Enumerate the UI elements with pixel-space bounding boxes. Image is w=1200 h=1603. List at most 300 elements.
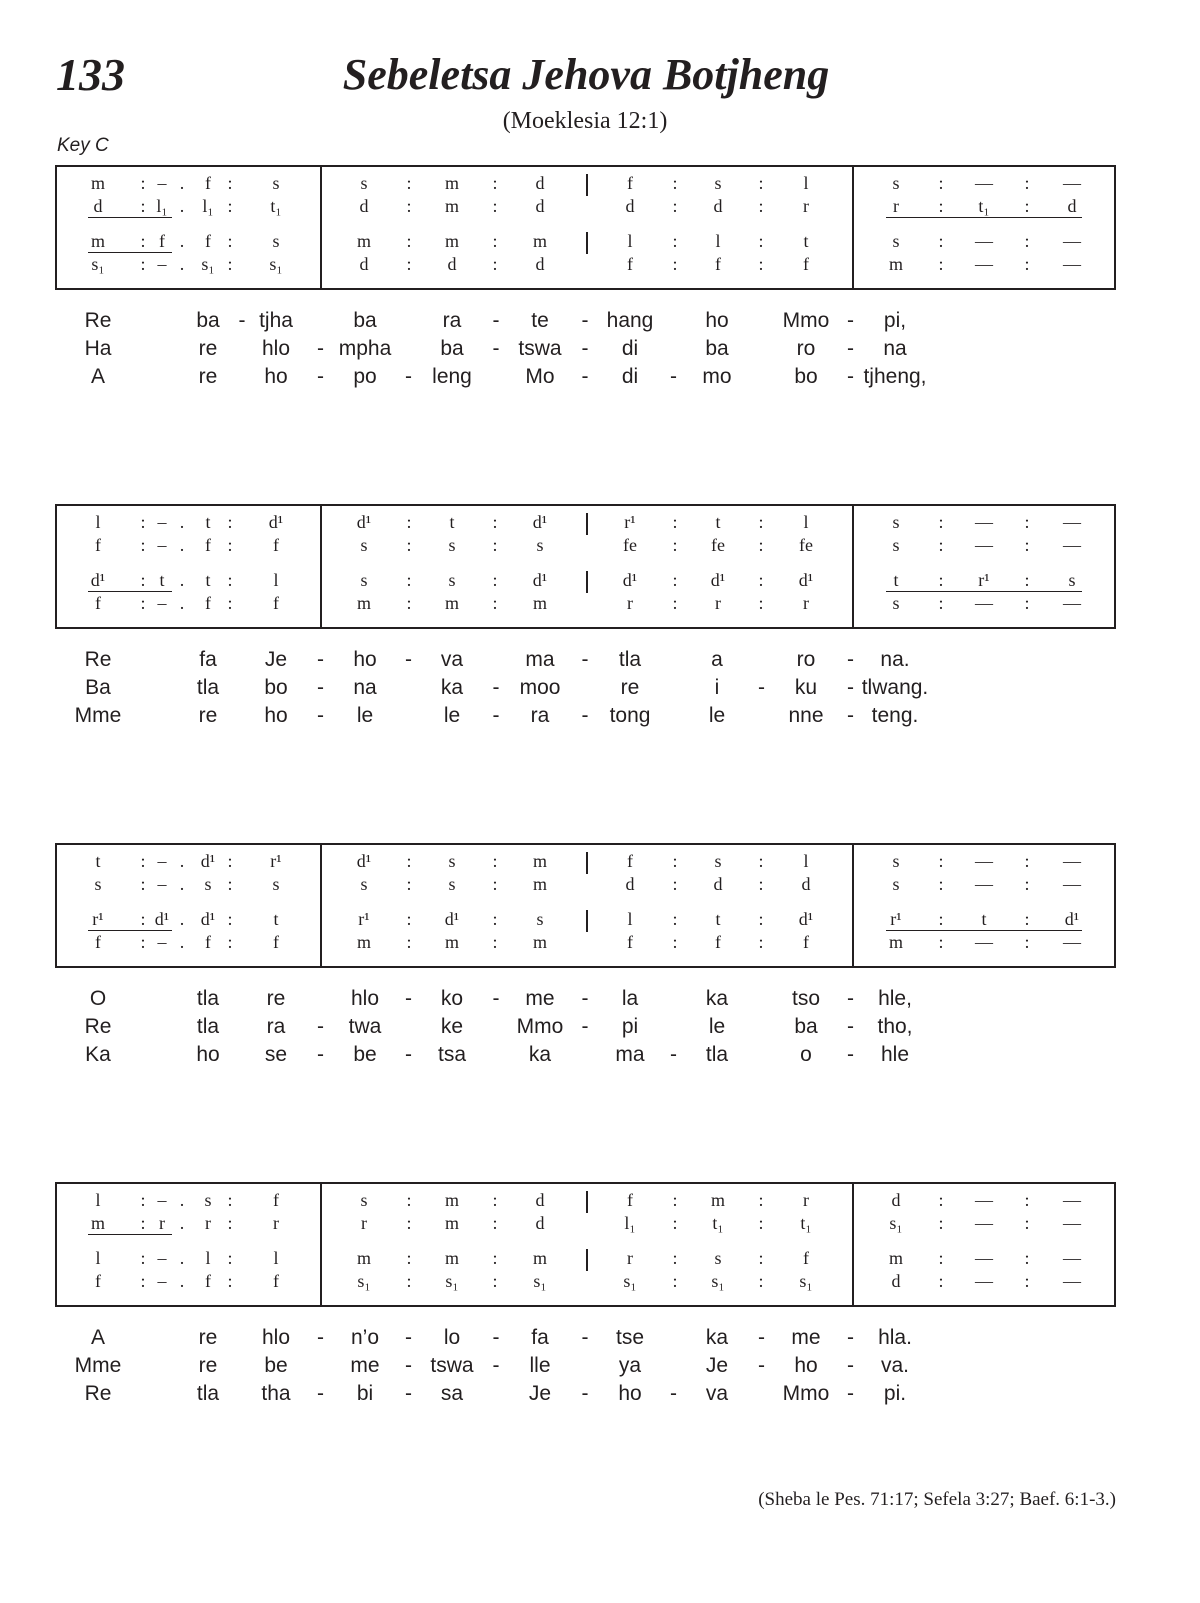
lyric-hyphen: - (492, 704, 500, 727)
solfa-part-row (0, 1212, 1200, 1234)
beat-colon: : (758, 909, 764, 929)
beat-colon: : (492, 512, 498, 532)
solfa-note: f (95, 593, 101, 613)
solfa-note: r (803, 196, 809, 216)
solfa-note: d¹ (268, 512, 284, 532)
lyric-line (0, 703, 1200, 729)
beat-colon: : (227, 1271, 233, 1291)
lyric-hyphen: - (238, 309, 246, 332)
lyric-syllable: ba (440, 337, 464, 360)
solfa-part-row (0, 873, 1200, 895)
lyric-syllable: fa (199, 648, 217, 671)
lyric-syllable: Ka (85, 1043, 111, 1066)
beat-colon: : (140, 851, 146, 871)
lyric-syllable: re (198, 704, 218, 727)
lyric-syllable: re (198, 1354, 218, 1377)
beat-colon: : (672, 535, 678, 555)
hold-dash: — (975, 231, 993, 251)
solfa-note: r¹ (890, 909, 902, 929)
beat-colon: : (758, 254, 764, 274)
beat-colon: : (406, 874, 412, 894)
lyric-hyphen: - (581, 1326, 589, 1349)
lyric-hyphen: - (405, 1043, 412, 1066)
hold-dash: — (1063, 874, 1081, 894)
solfa-note: t (273, 909, 279, 929)
lyric-syllable: se (264, 1043, 288, 1066)
beat-colon: : (227, 932, 233, 952)
solfa-note: d¹ (444, 909, 460, 929)
solfa-note: m (888, 1248, 904, 1268)
beat-colon: : (1024, 1213, 1030, 1233)
solfa-note: l (205, 1248, 211, 1268)
beat-colon: : (492, 932, 498, 952)
solfa-note: m (532, 231, 548, 251)
solfa-note: s (360, 570, 368, 590)
beat-colon: : (492, 173, 498, 193)
beat-colon: : (492, 1213, 498, 1233)
lyric-syllable: va. (880, 1354, 910, 1377)
lyric-syllable: le (443, 704, 461, 727)
solfa-note: f (715, 254, 721, 274)
beat-colon: : (140, 593, 146, 613)
lyric-line (0, 675, 1200, 701)
lyric-syllable: Mmo (782, 309, 830, 332)
lyric-syllable: na (353, 676, 377, 699)
solfa-note: m (444, 231, 460, 251)
lyric-hyphen: - (581, 648, 589, 671)
lyric-syllable: pi. (883, 1382, 907, 1405)
beat-colon: : (140, 874, 146, 894)
solfa-system (0, 843, 1200, 1083)
beat-colon: : (938, 909, 944, 929)
solfa-note: d¹ (90, 570, 106, 590)
beat-colon: : (758, 1213, 764, 1233)
lyric-syllable: hle (880, 1043, 910, 1066)
beat-colon: : (1024, 570, 1030, 590)
solfa-note: d (1067, 196, 1077, 216)
solfa-note: m (90, 231, 106, 251)
lyric-hyphen: - (492, 1326, 500, 1349)
solfa-note: m (444, 1248, 460, 1268)
solfa-note: d (535, 1190, 545, 1210)
lyric-syllable: di (621, 337, 639, 360)
hold-dash: — (1063, 1248, 1081, 1268)
lyric-syllable: mpha (338, 337, 392, 360)
lyric-syllable: Mme (74, 704, 122, 727)
solfa-note: d¹ (356, 512, 372, 532)
solfa-note: s (448, 851, 456, 871)
lyric-hyphen: - (317, 1043, 324, 1066)
beat-colon: : (938, 932, 944, 952)
lyric-syllable: ho (264, 704, 288, 727)
solfa-note: l (95, 1248, 101, 1268)
lyric-syllable: twa (348, 1015, 382, 1038)
lyric-syllable: di (621, 365, 639, 388)
lyric-syllable: tho, (877, 1015, 913, 1038)
lyric-syllable: tla (618, 648, 642, 671)
lyric-syllable: tjheng, (863, 365, 927, 388)
solfa-note: t₁ (270, 196, 282, 216)
beat-colon: : (758, 874, 764, 894)
solfa-note: t (95, 851, 101, 871)
hold-dash: — (1063, 932, 1081, 952)
beat-colon: : (492, 254, 498, 274)
lyric-hyphen: - (847, 1043, 854, 1066)
solfa-note: l (803, 851, 809, 871)
lyric-syllable: Re (84, 648, 112, 671)
half-beat-dot: . (179, 932, 185, 952)
lyric-hyphen: - (847, 676, 854, 699)
lyric-syllable: tla (705, 1043, 729, 1066)
hold-dash: — (975, 1271, 993, 1291)
solfa-note: s (892, 593, 900, 613)
lyric-syllable: ho (196, 1043, 220, 1066)
solfa-note: l₁ (156, 196, 168, 216)
solfa-note: f (205, 932, 211, 952)
hold-dash: – (157, 1271, 167, 1291)
lyric-syllable: me (791, 1326, 821, 1349)
lyric-syllable: ke (440, 1015, 464, 1038)
solfa-note: s₁ (623, 1271, 637, 1291)
lyric-syllable: te (531, 309, 549, 332)
lyric-syllable: teng. (871, 704, 919, 727)
solfa-note: f (205, 593, 211, 613)
beat-colon: : (227, 570, 233, 590)
beat-colon: : (406, 932, 412, 952)
solfa-note: r¹ (978, 570, 990, 590)
lyric-syllable: mo (702, 365, 732, 388)
solfa-note: f (627, 254, 633, 274)
beat-colon: : (1024, 196, 1030, 216)
beat-colon: : (227, 535, 233, 555)
beat-colon: : (938, 1271, 944, 1291)
solfa-note: s₁ (711, 1271, 725, 1291)
hold-dash: — (975, 535, 993, 555)
beat-colon: : (1024, 173, 1030, 193)
solfa-note: r (159, 1213, 165, 1233)
solfa-note: l (95, 1190, 101, 1210)
half-beat-dot: . (179, 512, 185, 532)
beat-colon: : (140, 909, 146, 929)
solfa-note: f (95, 1271, 101, 1291)
hold-dash: – (157, 932, 167, 952)
hymn-number: 133 (56, 49, 125, 100)
beat-colon: : (227, 874, 233, 894)
beat-colon: : (140, 512, 146, 532)
beat-colon: : (758, 196, 764, 216)
beat-colon: : (227, 196, 233, 216)
beat-colon: : (672, 1213, 678, 1233)
hold-dash: – (157, 254, 167, 274)
beat-colon: : (938, 1190, 944, 1210)
solfa-note: l (273, 1248, 279, 1268)
solfa-note: d¹ (798, 570, 814, 590)
lyric-syllable: va (705, 1382, 729, 1405)
solfa-note: f (273, 535, 279, 555)
lyric-hyphen: - (758, 1326, 765, 1349)
lyric-syllable: Mmo (516, 1015, 564, 1038)
lyric-syllable: ku (794, 676, 818, 699)
solfa-note: m (444, 196, 460, 216)
beat-colon: : (492, 1248, 498, 1268)
lyric-syllable: ho (705, 309, 729, 332)
solfa-note: t₁ (712, 1213, 724, 1233)
lyric-syllable: me (525, 987, 555, 1010)
beat-colon: : (492, 874, 498, 894)
beat-colon: : (938, 512, 944, 532)
beat-colon: : (406, 851, 412, 871)
solfa-note: f (627, 851, 633, 871)
beat-colon: : (758, 173, 764, 193)
hold-dash: — (975, 932, 993, 952)
solfa-note: f (273, 932, 279, 952)
lyric-hyphen: - (317, 704, 324, 727)
solfa-note: t₁ (978, 196, 990, 216)
beat-colon: : (672, 593, 678, 613)
lyric-line (0, 1353, 1200, 1379)
beat-colon: : (492, 196, 498, 216)
lyric-hyphen: - (670, 365, 677, 388)
footer-references: (Sheba le Pes. 71:17; Sefela 3:27; Baef. 6:1-3.) (758, 1489, 1116, 1510)
beat-colon: : (672, 231, 678, 251)
solfa-note: f (273, 1271, 279, 1291)
lyric-line (0, 1381, 1200, 1407)
lyric-syllable: re (620, 676, 640, 699)
solfa-note: t (449, 512, 455, 532)
hold-dash: — (1063, 231, 1081, 251)
solfa-note: d¹ (532, 570, 548, 590)
beat-colon: : (406, 1213, 412, 1233)
beat-colon: : (406, 196, 412, 216)
solfa-note: d (359, 196, 369, 216)
solfa-note: m (356, 231, 372, 251)
solfa-note: d (891, 1271, 901, 1291)
solfa-note: s (892, 512, 900, 532)
beat-colon: : (1024, 909, 1030, 929)
lyric-syllable: ma (615, 1043, 645, 1066)
lyric-syllable: moo (519, 676, 561, 699)
beat-colon: : (938, 851, 944, 871)
beat-colon: : (406, 535, 412, 555)
lyric-syllable: tse (615, 1326, 645, 1349)
beat-colon: : (406, 570, 412, 590)
hold-dash: – (157, 593, 167, 613)
solfa-note: s (536, 535, 544, 555)
solfa-part-row (0, 592, 1200, 614)
half-beat-dot: . (179, 570, 185, 590)
lyric-syllable: ra (530, 704, 550, 727)
lyric-syllable: tlwang. (861, 676, 929, 699)
solfa-note: r¹ (624, 512, 636, 532)
lyric-line (0, 1014, 1200, 1040)
lyric-hyphen: - (405, 1382, 412, 1405)
lyric-hyphen: - (847, 1382, 854, 1405)
solfa-note: d (535, 1213, 545, 1233)
solfa-note: f (205, 1271, 211, 1291)
lyric-hyphen: - (847, 704, 854, 727)
solfa-note: t₁ (800, 1213, 812, 1233)
lyric-line (0, 336, 1200, 362)
lyric-syllable: Je (705, 1354, 729, 1377)
hold-dash: – (157, 535, 167, 555)
beat-colon: : (227, 909, 233, 929)
solfa-note: d¹ (798, 909, 814, 929)
solfa-note: s (892, 851, 900, 871)
solfa-note: d¹ (200, 851, 216, 871)
half-beat-dot: . (179, 593, 185, 613)
solfa-note: r (627, 593, 633, 613)
beat-colon: : (938, 874, 944, 894)
lyric-hyphen: - (847, 1354, 854, 1377)
lyric-line (0, 1325, 1200, 1351)
beat-colon: : (1024, 1190, 1030, 1210)
beat-colon: : (492, 909, 498, 929)
solfa-note: f (627, 932, 633, 952)
solfa-note: r (205, 1213, 211, 1233)
lyric-hyphen: - (581, 365, 589, 388)
hold-dash: – (157, 173, 167, 193)
solfa-note: s (714, 851, 722, 871)
solfa-note: r (803, 593, 809, 613)
half-beat-dot: . (179, 173, 185, 193)
beat-colon: : (938, 593, 944, 613)
lyric-syllable: na (883, 337, 907, 360)
lyric-syllable: tjha (259, 309, 293, 332)
solfa-note: s (892, 231, 900, 251)
solfa-note: r (627, 1248, 633, 1268)
beat-colon: : (406, 512, 412, 532)
solfa-note: fe (711, 535, 725, 555)
lyric-syllable: sa (440, 1382, 464, 1405)
beat-colon: : (758, 932, 764, 952)
solfa-note: m (444, 932, 460, 952)
beat-colon: : (140, 196, 146, 216)
lyric-syllable: ba (794, 1015, 818, 1038)
beat-colon: : (406, 1190, 412, 1210)
hold-dash: — (1063, 1213, 1081, 1233)
lyric-syllable: hang (606, 309, 654, 332)
lyric-syllable: hlo (261, 337, 291, 360)
lyric-syllable: ba (353, 309, 377, 332)
solfa-system (0, 504, 1200, 744)
solfa-note: f (803, 932, 809, 952)
lyric-syllable: tla (196, 987, 220, 1010)
lyric-hyphen: - (847, 648, 854, 671)
solfa-note: f (803, 254, 809, 274)
solfa-note: s (892, 173, 900, 193)
solfa-note: f (627, 1190, 633, 1210)
solfa-note: s₁ (357, 1271, 371, 1291)
beat-colon: : (672, 851, 678, 871)
lyric-syllable: re (198, 365, 218, 388)
beat-colon: : (758, 1271, 764, 1291)
solfa-note: s (272, 173, 280, 193)
solfa-note: f (205, 231, 211, 251)
slur-underline (88, 1234, 172, 1235)
solfa-note: f (159, 231, 165, 251)
lyric-hyphen: - (847, 987, 854, 1010)
solfa-note: t (159, 570, 165, 590)
solfa-note: s (360, 535, 368, 555)
lyric-syllable: tla (196, 676, 220, 699)
lyric-syllable: Re (84, 1015, 112, 1038)
beat-colon: : (758, 570, 764, 590)
solfa-part-row (0, 1247, 1200, 1269)
solfa-note: m (444, 1213, 460, 1233)
half-beat-dot: . (179, 1213, 185, 1233)
lyric-syllable: A (90, 1326, 106, 1349)
solfa-note: s₁ (445, 1271, 459, 1291)
lyric-syllable: Je (528, 1382, 552, 1405)
beat-colon: : (406, 1271, 412, 1291)
hold-dash: – (157, 1190, 167, 1210)
hold-dash: — (975, 593, 993, 613)
lyric-hyphen: - (317, 337, 324, 360)
lyric-syllable: re (198, 337, 218, 360)
solfa-note: s (536, 909, 544, 929)
solfa-note: l (803, 512, 809, 532)
solfa-note: d (625, 196, 635, 216)
lyric-syllable: po (353, 365, 377, 388)
lyric-syllable: ba (705, 337, 729, 360)
solfa-system (0, 1182, 1200, 1422)
lyric-hyphen: - (758, 1354, 765, 1377)
lyric-syllable: ro (796, 337, 816, 360)
beat-colon: : (406, 593, 412, 613)
half-beat-dot: . (179, 535, 185, 555)
beat-colon: : (1024, 593, 1030, 613)
lyric-syllable: bo (794, 365, 818, 388)
solfa-note: s (714, 173, 722, 193)
lyric-syllable: hlo (350, 987, 380, 1010)
beat-colon: : (227, 512, 233, 532)
beat-colon: : (672, 1248, 678, 1268)
half-beat-dot: . (179, 231, 185, 251)
lyric-syllable: pi, (883, 309, 907, 332)
solfa-note: m (888, 932, 904, 952)
beat-colon: : (938, 196, 944, 216)
beat-colon: : (406, 909, 412, 929)
solfa-note: f (205, 173, 211, 193)
solfa-note: d¹ (532, 512, 548, 532)
solfa-part-row (0, 230, 1200, 252)
lyric-syllable: ba (196, 309, 220, 332)
beat-colon: : (672, 254, 678, 274)
solfa-note: f (273, 1190, 279, 1210)
beat-colon: : (140, 570, 146, 590)
lyric-syllable: me (350, 1354, 380, 1377)
lyric-syllable: bi (356, 1382, 374, 1405)
lyric-syllable: ma (525, 648, 555, 671)
solfa-note: f (95, 932, 101, 952)
solfa-note: s (272, 231, 280, 251)
solfa-note: s (892, 874, 900, 894)
solfa-note: d¹ (710, 570, 726, 590)
solfa-note: s (892, 535, 900, 555)
beat-colon: : (227, 1248, 233, 1268)
lyric-hyphen: - (847, 365, 854, 388)
lyric-syllable: ka (705, 1326, 729, 1349)
lyric-syllable: le (708, 1015, 726, 1038)
beat-colon: : (140, 932, 146, 952)
beat-colon: : (938, 1248, 944, 1268)
lyric-hyphen: - (581, 1382, 589, 1405)
beat-colon: : (672, 1271, 678, 1291)
beat-colon: : (938, 570, 944, 590)
solfa-part-row (0, 195, 1200, 217)
half-beat-dot: . (179, 254, 185, 274)
beat-colon: : (758, 1190, 764, 1210)
